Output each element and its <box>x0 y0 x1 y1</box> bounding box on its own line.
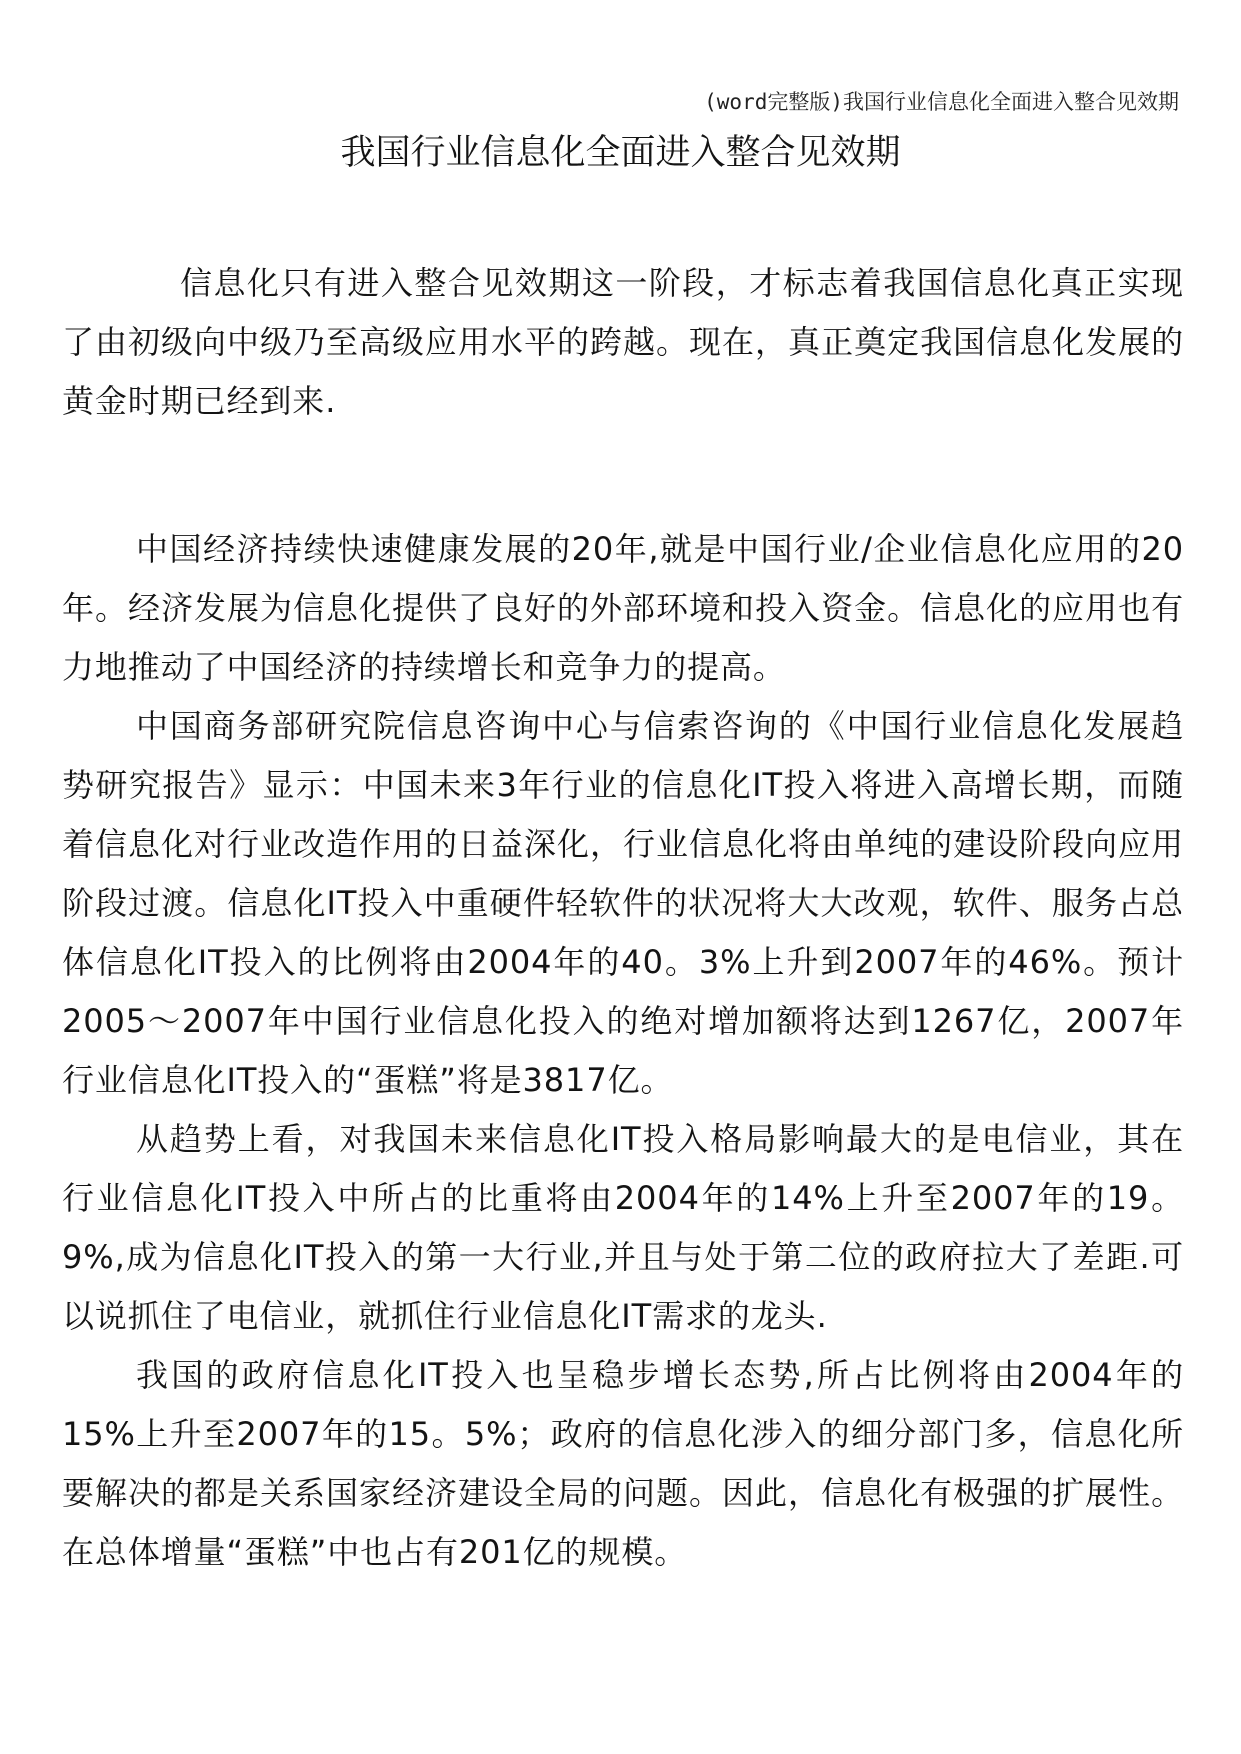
paragraph-economy: 中国经济持续快速健康发展的20年,就是中国行业/企业信息化应用的20年。经济发展为信息化提供了良好的外部环境和投入资金。信息化的应用也有力地推动了中国经济的持续增长和竞争力的提高。 <box>62 530 1184 686</box>
document-title: 我国行业信息化全面进入整合见效期 <box>340 133 901 173</box>
paragraph-telecom: 从趋势上看，对我国未来信息化IT投入格局影响最大的是电信业，其在行业信息化IT投入中所占的比重将由2004年的14%上升至2007年的19。9%,成为信息化IT投入的第一大行业,并且与处于第二位的政府拉大了差距.可以说抓住了电信业，就抓住行业信息化IT需求的龙头. <box>62 1120 1184 1335</box>
running-header: (word完整版)我国行业信息化全面进入整合见效期 <box>704 90 1179 114</box>
paragraph-government: 我国的政府信息化IT投入也呈稳步增长态势,所占比例将由2004年的15%上升至2007年的15。5%；政府的信息化涉入的细分部门多，信息化所要解决的都是关系国家经济建设全局的问题。因此，信息化有极强的扩展性。在总体增量“蛋糕”中也占有201亿的规模。 <box>62 1356 1184 1571</box>
document-body <box>62 254 1184 1582</box>
paragraph-report: 中国商务部研究院信息咨询中心与信索咨询的《中国行业信息化发展趋势研究报告》显示：中国未来3年行业的信息化IT投入将进入高增长期，而随着信息化对行业改造作用的日益深化，行业信息化将由单纯的建设阶段向应用阶段过渡。信息化IT投入中重硬件轻软件的状况将大大改观，软件、服务占总体信息化IT投入的比例将由2004年的40。3%上升到2007年的46%。预计2005～2007年中国行业信息化投入的绝对增加额将达到1267亿，2007年行业信息化IT投入的“蛋糕”将是3817亿。 <box>62 707 1184 1099</box>
paragraph-spacer <box>62 431 1184 520</box>
paragraph-intro: 信息化只有进入整合见效期这一阶段，才标志着我国信息化真正实现了由初级向中级乃至高级应用水平的跨越。现在，真正奠定我国信息化发展的黄金时期已经到来. <box>62 264 1184 420</box>
